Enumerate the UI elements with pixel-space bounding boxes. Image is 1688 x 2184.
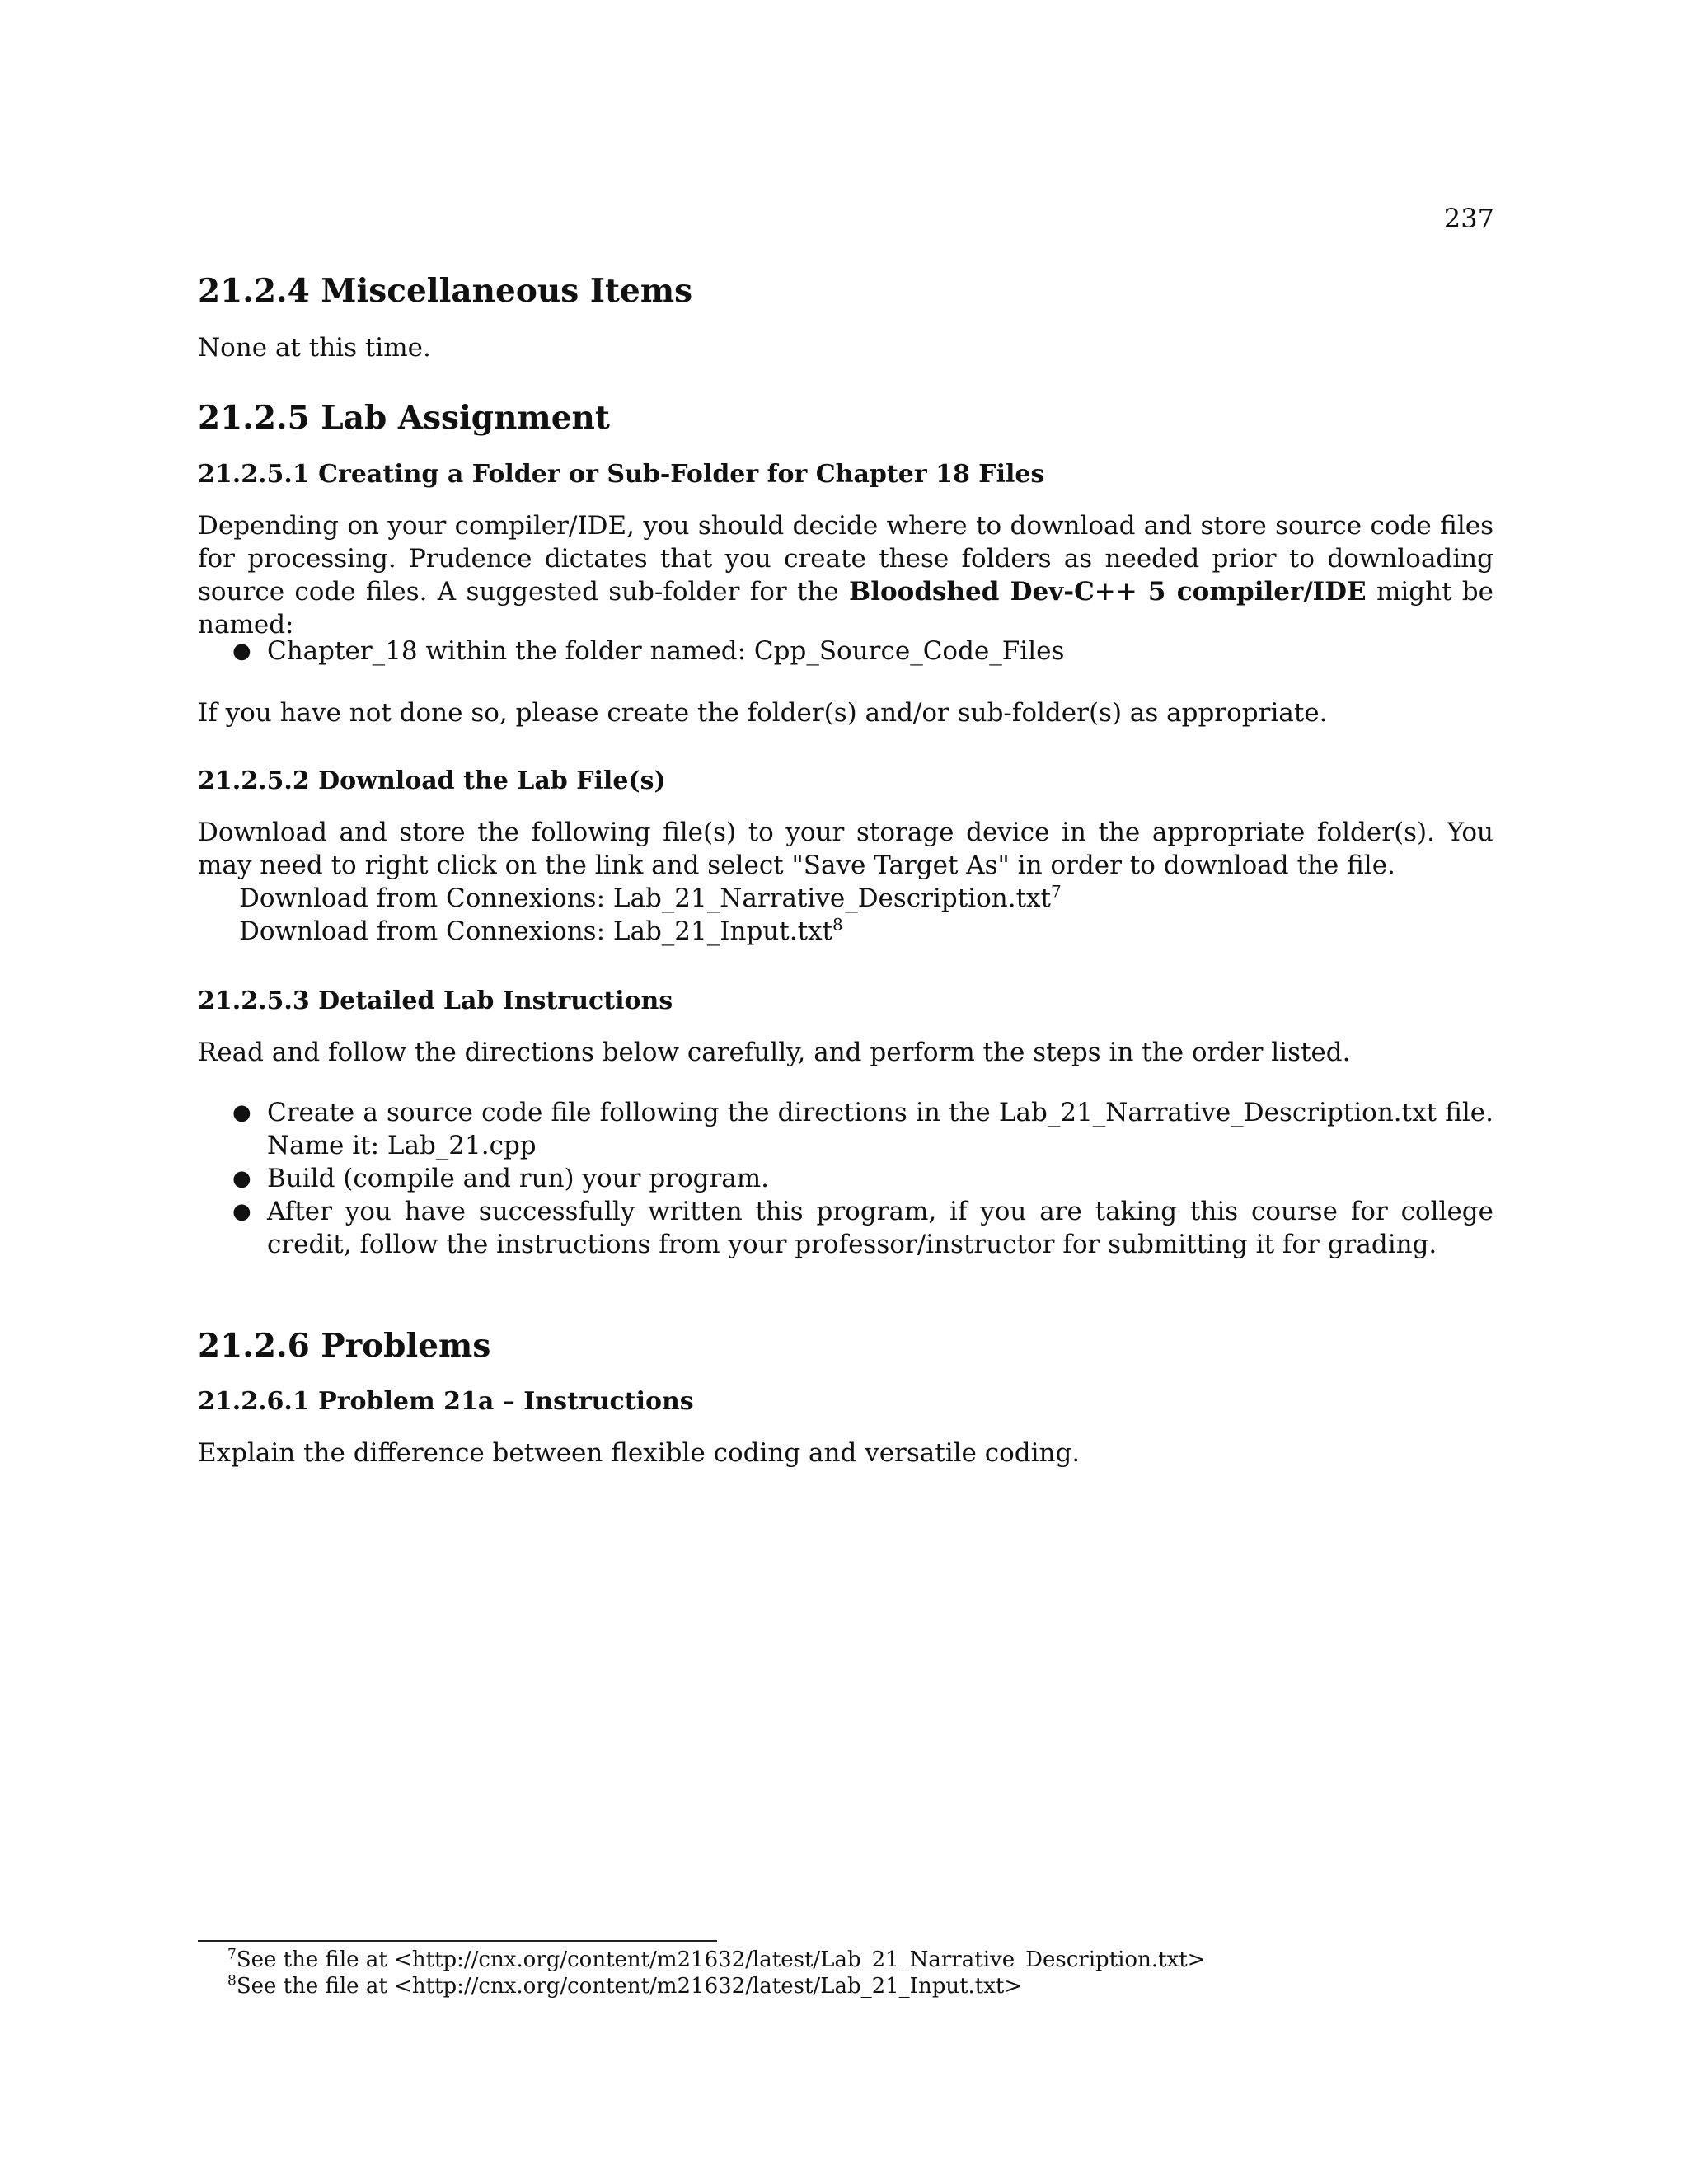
bullet-icon: ● — [232, 1100, 251, 1125]
list-item — [198, 635, 1493, 668]
subsection-heading-folder: 21.2.5.1 Creating a Folder or Sub-Folder for Chapter 18 Files — [198, 460, 1045, 489]
instructions-paragraph: Read and follow the directions below carefully, and perform the steps in the order listed. — [198, 1038, 1351, 1067]
folder-closing: If you have not done so, please create the folder(s) and/or sub-folder(s) as appropriate. — [198, 698, 1328, 728]
footnote-mark: 8 — [832, 914, 843, 935]
bullet-icon: ● — [232, 1166, 251, 1191]
bullet-icon: ● — [232, 1199, 251, 1224]
problem-21a-text: Explain the difference between flexible coding and versatile coding. — [198, 1438, 1081, 1468]
footnote-8 — [227, 1973, 1022, 1999]
download-link-narrative[interactable]: Lab_21_Narrative_Description.txt — [612, 883, 1051, 913]
section-heading-misc: 21.2.4 Miscellaneous Items — [198, 272, 693, 310]
download-link-input[interactable]: Lab_21_Input.txt — [612, 916, 832, 946]
bullet-text: Create a source code file following the directions in the Lab_21_Narrative_Description.txt file. Name it: Lab_21.cpp — [267, 1098, 1493, 1160]
download-line-2 — [239, 915, 843, 948]
page-number: 237 — [1443, 203, 1494, 234]
bullet-icon: ● — [232, 639, 251, 663]
folder-bullet-list — [198, 635, 1493, 668]
download-line-1 — [239, 882, 1062, 915]
subsection-heading-download: 21.2.5.2 Download the Lab File(s) — [198, 766, 666, 795]
subsection-heading-instructions: 21.2.5.3 Detailed Lab Instructions — [198, 987, 673, 1015]
list-item — [198, 1162, 1493, 1195]
footnote-divider — [198, 1940, 717, 1942]
footnote-text: See the file at <http://cnx.org/content/m21632/latest/Lab_21_Narrative_Description.txt> — [236, 1947, 1206, 1972]
misc-text: None at this time. — [198, 333, 431, 363]
footnote-text: See the file at <http://cnx.org/content/m21632/latest/Lab_21_Input.txt> — [236, 1974, 1023, 1999]
footnote-number: 7 — [227, 1946, 237, 1963]
section-heading-lab: 21.2.5 Lab Assignment — [198, 399, 610, 437]
section-heading-problems: 21.2.6 Problems — [198, 1327, 491, 1365]
subsection-heading-problem-21a: 21.2.6.1 Problem 21a – Instructions — [198, 1387, 694, 1416]
folder-paragraph-text: Depending on your compiler/IDE, you should decide where to download and store source code files for processing. Prudence dictates that you create these folders as needed prior to downloading source code files. A suggested sub-folder for the — [198, 511, 1493, 607]
list-item — [198, 1096, 1493, 1162]
compiler-name: Bloodshed Dev-C++ 5 compiler/IDE — [849, 577, 1367, 607]
folder-paragraph-end: might be named: — [198, 577, 1493, 640]
footnote-7 — [227, 1947, 1205, 1973]
bullet-text: After you have successfully written this program, if you are taking this course for college credit, follow the instructions from your professor/instructor for submitting it for grading. — [267, 1197, 1493, 1259]
bullet-text: Chapter_18 within the folder named: Cpp_Source_Code_Files — [267, 636, 1065, 666]
instructions-bullet-list — [198, 1096, 1493, 1261]
footnote-number: 8 — [227, 1972, 237, 1990]
download-prefix: Download from Connexions: — [239, 916, 613, 946]
download-prefix: Download from Connexions: — [239, 883, 613, 913]
footnote-mark: 7 — [1051, 881, 1062, 902]
download-paragraph: Download and store the following file(s) to your storage device in the appropriate folder(s). You may need to right click on the link and select "Save Target As" in order to download the file. — [198, 818, 1493, 880]
folder-paragraph — [198, 509, 1493, 641]
bullet-text: Build (compile and run) your program. — [267, 1164, 770, 1193]
list-item — [198, 1195, 1493, 1261]
